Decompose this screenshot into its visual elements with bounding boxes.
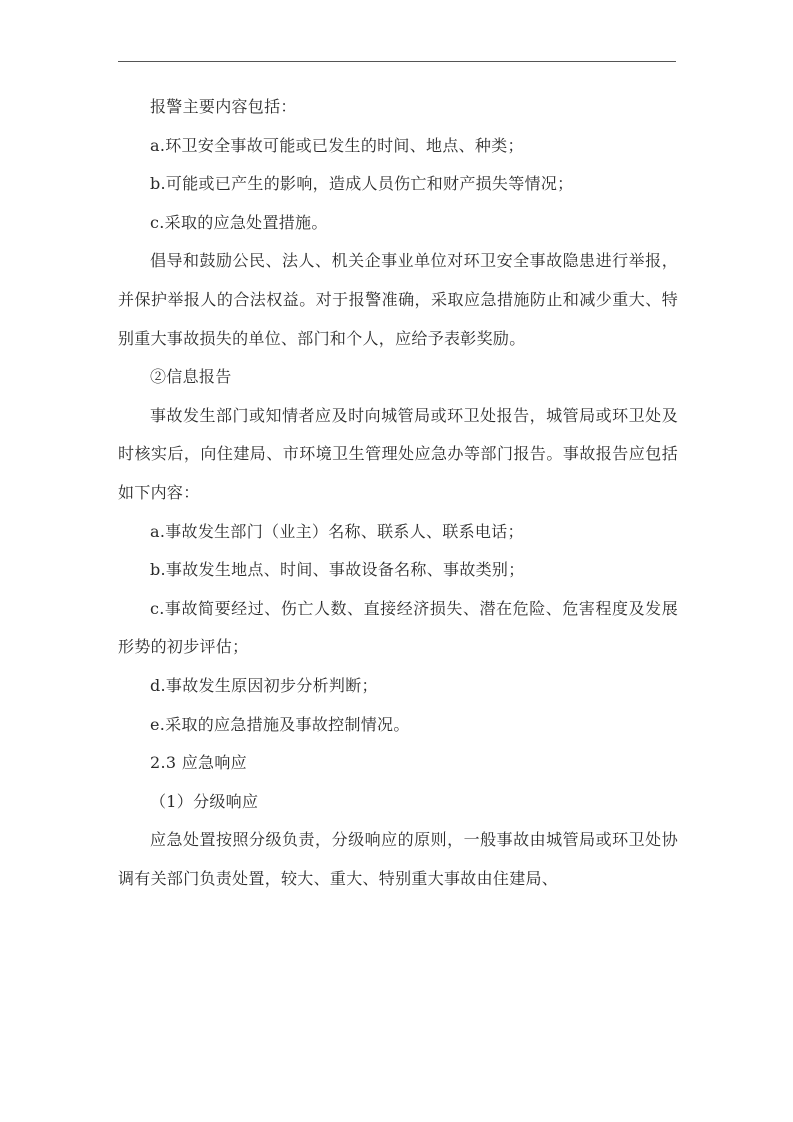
report-item-c: c.事故简要经过、伤亡人数、直接经济损失、潜在危险、危害程度及发展形势的初步评估； bbox=[118, 598, 678, 657]
header-rule bbox=[118, 61, 676, 62]
report-item-b: b.事故发生地点、时间、事故设备名称、事故类别； bbox=[150, 560, 525, 580]
graded-response-paragraph: 应急处置按照分级负责，分级响应的原则，一般事故由城管局或环卫处协调有关部门负责处置，较大、重大、特别重大事故由住建局、 bbox=[118, 830, 678, 888]
info-report-heading: ②信息报告 bbox=[150, 367, 232, 387]
section-heading-2-3: 2.3 应急响应 bbox=[150, 753, 247, 773]
info-report-paragraph: 事故发生部门或知情者应及时向城管局或环卫处报告，城管局或环卫处及时核实后，向住建局、市环境卫生管理处应急办等部门报告。事故报告应包括如下内容： bbox=[118, 405, 678, 502]
alarm-content-heading: 报警主要内容包括： bbox=[150, 97, 297, 116]
alarm-item-c: c.采取的应急处置措施。 bbox=[150, 212, 328, 232]
report-item-a: a.事故发生部门（业主）名称、联系人、联系电话； bbox=[150, 521, 524, 541]
report-item-d: d.事故发生原因初步分析判断； bbox=[150, 675, 378, 695]
alarm-item-b: b.可能或已产生的影响，造成人员伤亡和财产损失等情况； bbox=[150, 174, 574, 194]
subsection-heading-graded-response: （1）分级响应 bbox=[150, 791, 259, 811]
report-item-e: e.采取的应急措施及事故控制情况。 bbox=[150, 714, 410, 734]
alarm-item-a: a.环卫安全事故可能或已发生的时间、地点、种类； bbox=[150, 135, 524, 155]
reporting-encouragement-paragraph: 倡导和鼓励公民、法人、机关企事业单位对环卫安全事故隐患进行举报，并保护举报人的合法权益。对于报警准确，采取应急措施防止和减少重大、特别重大事故损失的单位、部门和个人，应给予表彰奖励。 bbox=[118, 251, 678, 348]
document-body bbox=[118, 88, 678, 898]
